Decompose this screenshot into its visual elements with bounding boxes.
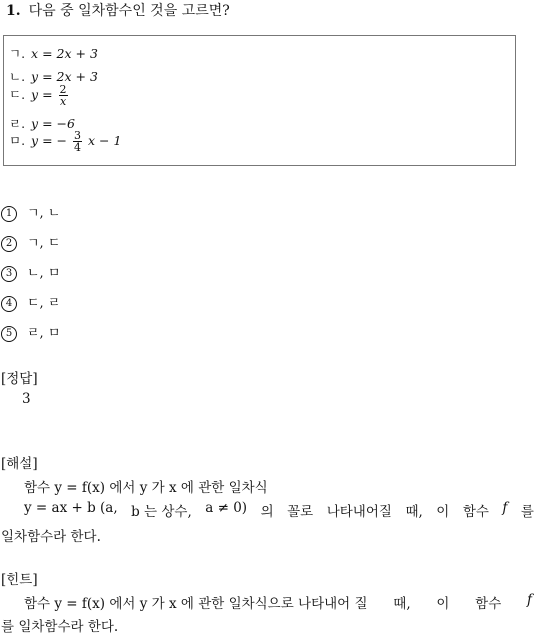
choice-number: 2: [1, 236, 17, 252]
condition-expr: y = −6: [31, 116, 75, 131]
fraction: [59, 84, 68, 107]
choice-number: 1: [1, 206, 17, 222]
explanation-part: 때,: [405, 504, 423, 520]
hint-line-2: 를 일차함수라 한다.: [1, 619, 119, 635]
hint-part: f: [526, 592, 532, 608]
explanation-part: 이: [436, 504, 450, 520]
condition-3: [9, 84, 70, 107]
explanation-part: 를: [520, 504, 534, 520]
choice-number: 4: [1, 296, 17, 312]
answer-header: [정답]: [1, 371, 38, 387]
condition-label: ㄷ.: [9, 87, 26, 102]
condition-expr: x = 2x + 3: [31, 46, 98, 61]
condition-1: [9, 44, 98, 62]
hint-part: 이: [436, 596, 450, 612]
explanation-part: f: [502, 500, 508, 516]
explanation-header: [해설]: [1, 456, 38, 472]
explanation-line-1: 함수 y = f(x) 에서 y 가 x 에 관한 일차식: [24, 480, 268, 496]
question-number: 1.: [6, 3, 21, 19]
fraction-denominator: 4: [74, 141, 81, 154]
choice-2[interactable]: [1, 232, 60, 252]
fraction-denominator: x: [59, 95, 67, 108]
question-text: 다음 중 일차함수인 것을 고르면?: [28, 3, 230, 19]
condition-label: ㄴ.: [9, 69, 26, 84]
answer-value: 3: [22, 391, 31, 407]
condition-5: [9, 130, 121, 153]
explanation-part: b 는 상수,: [131, 504, 192, 520]
hint-part: 함수 y = f(x) 에서 y 가 x 에 관한 일차식으로 나타내어 질: [24, 596, 368, 612]
fraction-numerator: 3: [74, 129, 81, 142]
hint-header: [힌트]: [1, 572, 38, 588]
explanation-part: y = ax + b (a,: [24, 500, 118, 516]
choice-text: ㄷ, ㄹ: [27, 296, 61, 311]
hint-part: 때,: [393, 596, 411, 612]
explanation-part: 나타내어질: [326, 504, 392, 520]
condition-expr-prefix: y = −: [31, 133, 68, 148]
question: [6, 0, 230, 20]
choice-text: ㄱ, ㄷ: [27, 236, 61, 251]
explanation-part: 함수: [462, 504, 489, 520]
choice-5[interactable]: [1, 322, 60, 342]
choice-text: ㄹ, ㅁ: [27, 326, 61, 341]
choice-4[interactable]: [1, 292, 60, 312]
choice-3[interactable]: [1, 262, 60, 282]
choice-1[interactable]: [1, 202, 60, 222]
choice-text: ㄱ, ㄴ: [27, 206, 61, 221]
fraction-numerator: 2: [59, 83, 67, 96]
condition-expr: y = 2x + 3: [31, 69, 98, 84]
explanation-line-2: [24, 500, 534, 520]
hint-part: 함수: [475, 596, 502, 612]
condition-label: ㅁ.: [9, 133, 26, 148]
explanation-part: 의: [260, 504, 274, 520]
fraction: [73, 130, 82, 153]
hint-line-1: [24, 592, 532, 612]
conditions-box: [3, 35, 516, 166]
explanation-line-3: 일차함수라 한다.: [1, 529, 101, 545]
choice-text: ㄴ, ㅁ: [27, 266, 61, 281]
condition-label: ㄱ.: [9, 46, 26, 61]
choice-number: 3: [1, 266, 17, 282]
condition-expr-prefix: y =: [31, 87, 53, 102]
condition-2: [9, 67, 98, 85]
condition-label: ㄹ.: [9, 116, 26, 131]
explanation-part: a ≠ 0): [205, 500, 248, 516]
choice-number: 5: [1, 326, 17, 342]
explanation-part: 꼴로: [287, 504, 314, 520]
condition-expr-suffix: x − 1: [87, 133, 122, 148]
